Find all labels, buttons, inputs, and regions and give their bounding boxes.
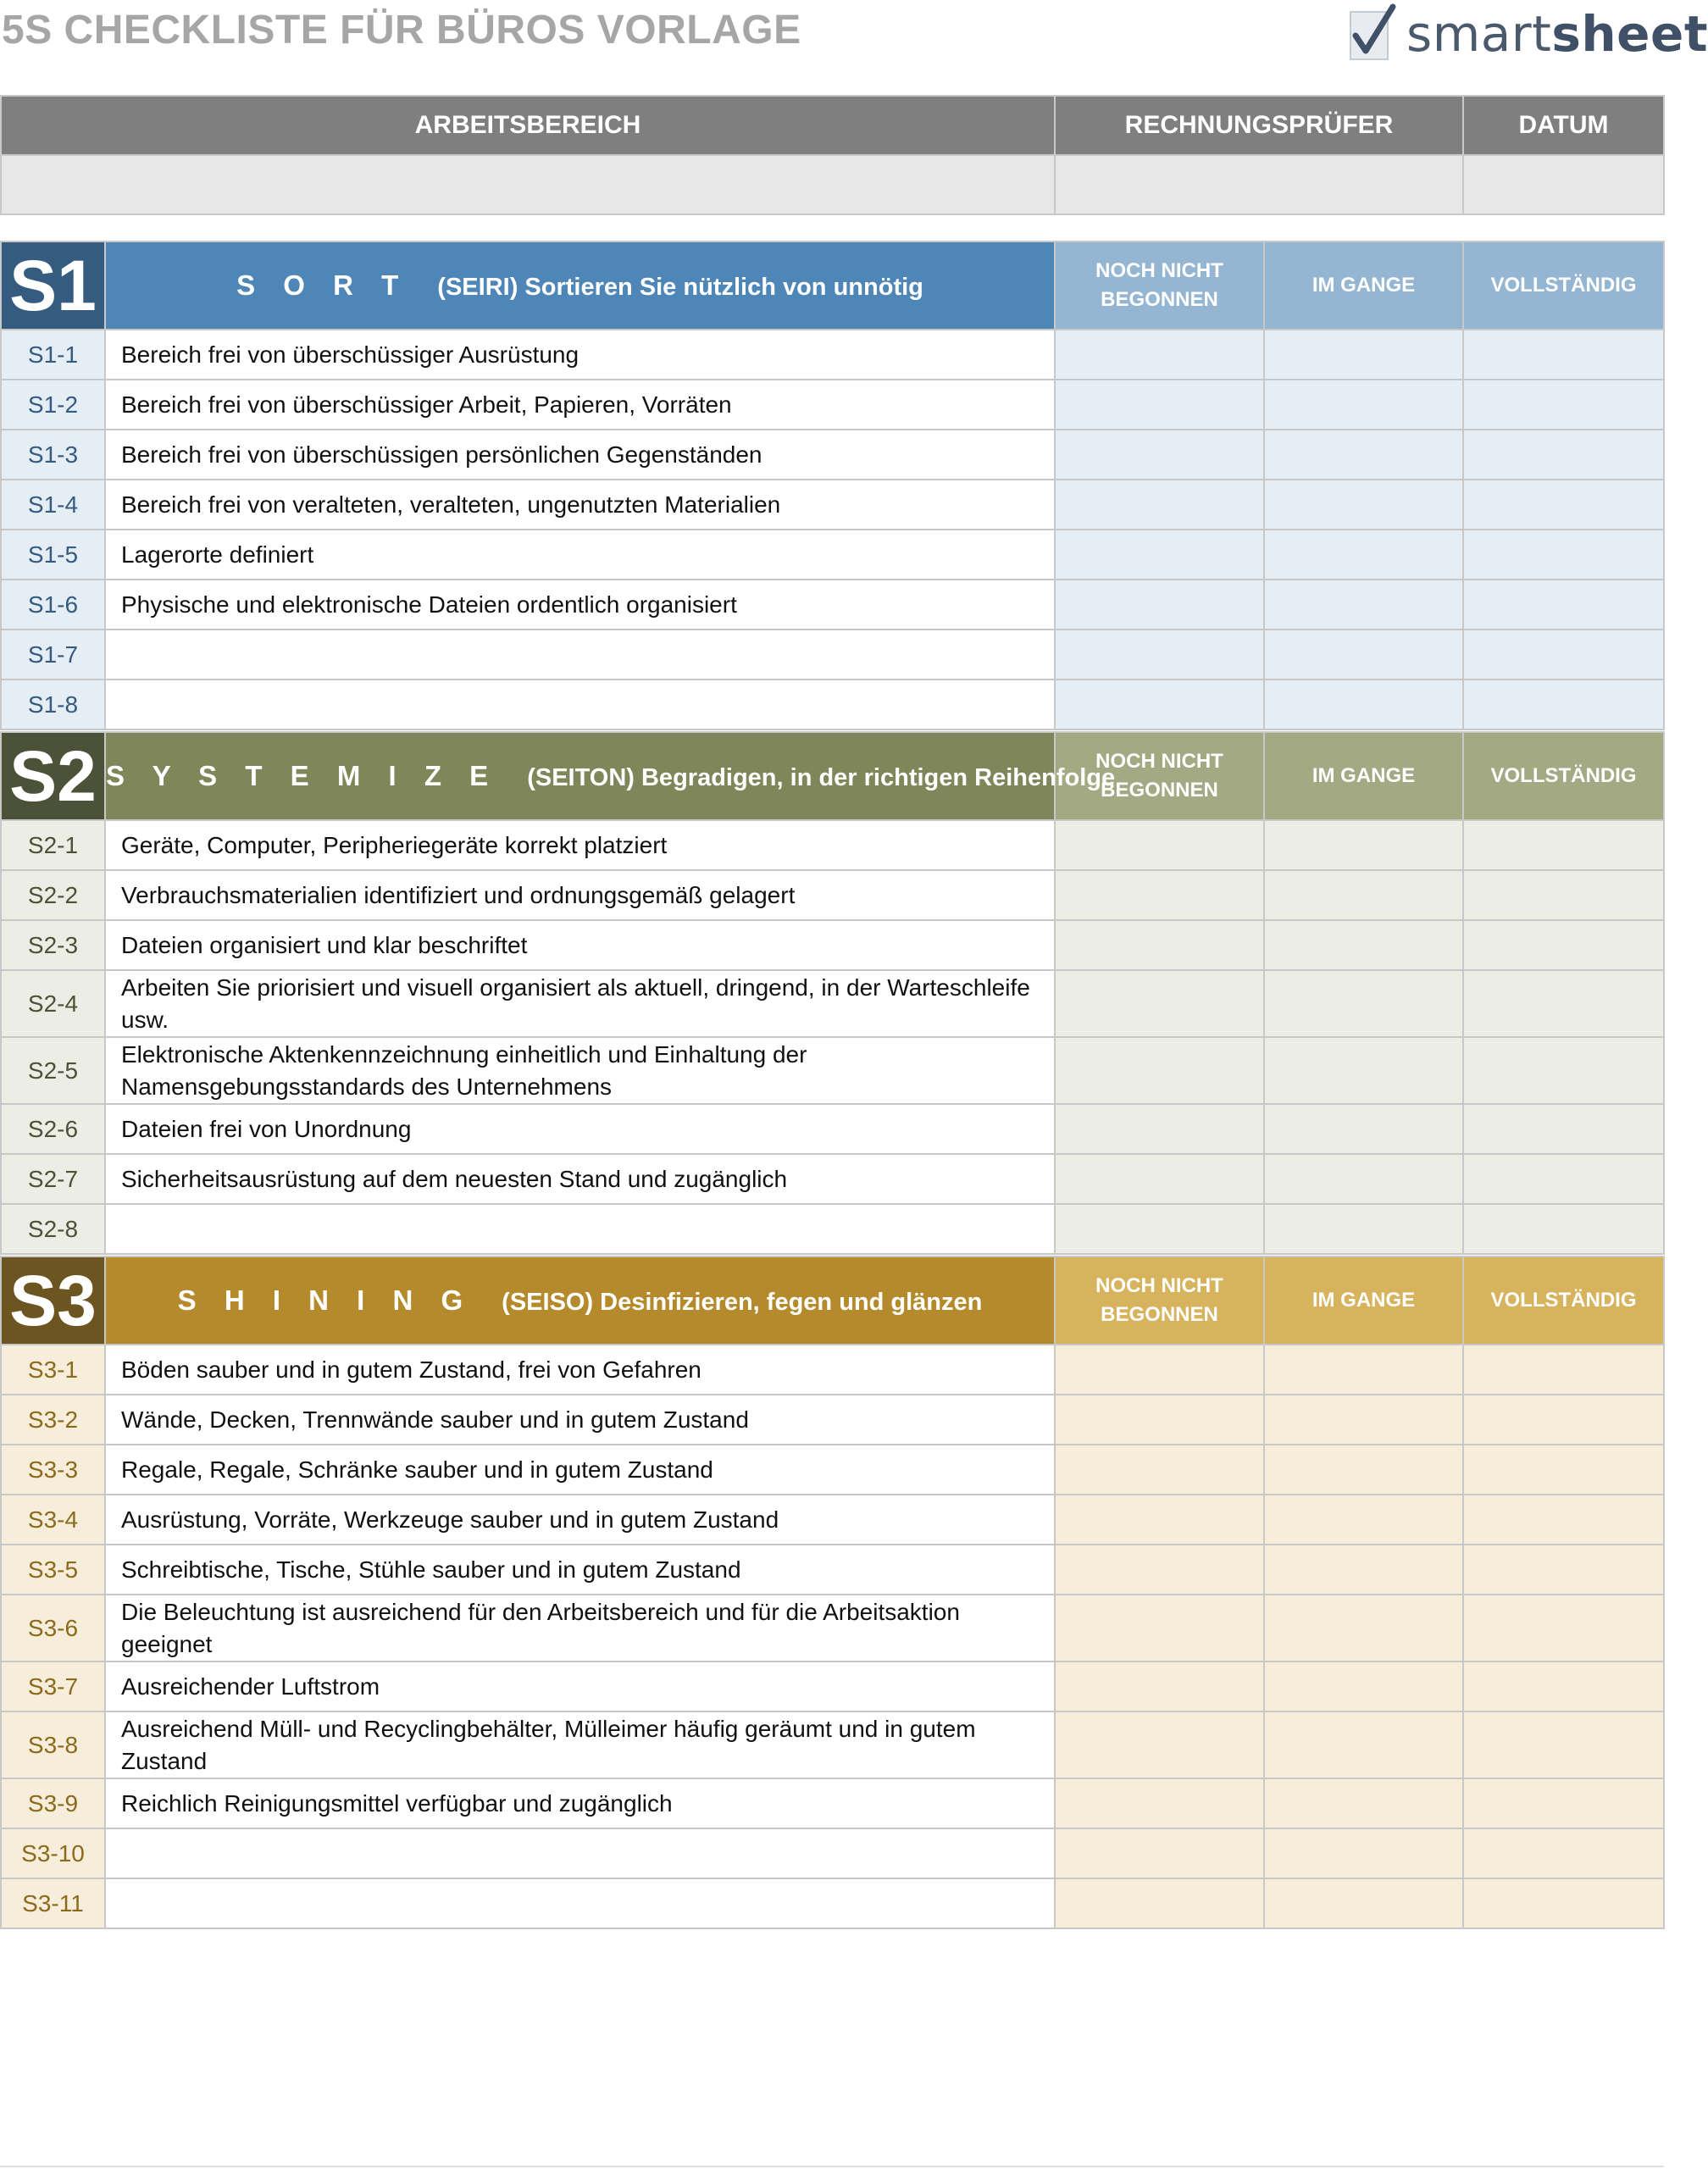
- item-text[interactable]: [105, 1204, 1055, 1254]
- complete-cell[interactable]: [1463, 870, 1664, 920]
- item-id: S3-7: [1, 1661, 105, 1711]
- section-badge: S2: [1, 732, 105, 820]
- complete-cell[interactable]: [1463, 1445, 1664, 1495]
- not-started-cell[interactable]: [1055, 1395, 1264, 1445]
- complete-cell[interactable]: [1463, 1395, 1664, 1445]
- in-progress-cell[interactable]: [1264, 380, 1463, 430]
- checklist-row: [1, 1495, 1664, 1545]
- item-text[interactable]: Bereich frei von überschüssigen persönlichen Gegenständen: [105, 430, 1055, 480]
- complete-cell[interactable]: [1463, 430, 1664, 480]
- in-progress-cell[interactable]: [1264, 1395, 1463, 1445]
- item-text[interactable]: Sicherheitsausrüstung auf dem neuesten Stand und zugänglich: [105, 1154, 1055, 1204]
- checklist-row: [1, 680, 1664, 729]
- item-id: S2-5: [1, 1037, 105, 1104]
- item-text[interactable]: [105, 1878, 1055, 1928]
- complete-cell[interactable]: [1463, 1345, 1664, 1395]
- complete-cell[interactable]: [1463, 1545, 1664, 1595]
- section-s3-table: [0, 1256, 1665, 1929]
- item-text[interactable]: Physische und elektronische Dateien ordentlich organisiert: [105, 580, 1055, 630]
- status-in-progress-header: IM GANGE: [1264, 241, 1463, 330]
- item-id: S1-3: [1, 430, 105, 480]
- item-text[interactable]: Verbrauchsmaterialien identifiziert und ordnungsgemäß gelagert: [105, 870, 1055, 920]
- item-text[interactable]: Lagerorte definiert: [105, 530, 1055, 580]
- section-subtitle: (SEIRI) Sortieren Sie nützlich von unnötig: [437, 274, 923, 301]
- checklist-row: [1, 1545, 1664, 1595]
- section-title: [105, 732, 1116, 820]
- item-text[interactable]: Ausreichend Müll- und Recyclingbehälter, Mülleimer häufig geräumt und in gutem Zustand: [105, 1711, 1055, 1778]
- checklist-row: [1, 630, 1664, 680]
- section-word: S Y S T E M I Z E: [106, 760, 499, 791]
- complete-cell[interactable]: [1463, 380, 1664, 430]
- not-started-cell[interactable]: [1055, 870, 1264, 920]
- item-id: S1-2: [1, 380, 105, 430]
- in-progress-cell[interactable]: [1264, 1878, 1463, 1928]
- not-started-cell[interactable]: [1055, 1104, 1264, 1154]
- not-started-cell[interactable]: [1055, 1154, 1264, 1204]
- in-progress-cell[interactable]: [1264, 920, 1463, 970]
- work-area-header: ARBEITSBEREICH: [1, 96, 1055, 155]
- complete-cell[interactable]: [1463, 1711, 1664, 1778]
- logo-wordmark: smartsheet: [1406, 5, 1708, 63]
- item-id: S2-4: [1, 970, 105, 1037]
- item-text[interactable]: Die Beleuchtung ist ausreichend für den Arbeitsbereich und für die Arbeitsaktion geeignet: [105, 1595, 1055, 1661]
- section-s1-table: [0, 241, 1665, 730]
- complete-cell[interactable]: [1463, 1661, 1664, 1711]
- item-id: S2-8: [1, 1204, 105, 1254]
- checklist-row: [1, 380, 1664, 430]
- checklist-row: [1, 870, 1664, 920]
- checklist-row: [1, 1395, 1664, 1445]
- item-text[interactable]: Dateien organisiert und klar beschriftet: [105, 920, 1055, 970]
- checkmark-logo-icon: [1347, 3, 1398, 64]
- checklist-row: [1, 1828, 1664, 1878]
- item-text[interactable]: Ausreichender Luftstrom: [105, 1661, 1055, 1711]
- item-text[interactable]: Ausrüstung, Vorräte, Werkzeuge sauber und in gutem Zustand: [105, 1495, 1055, 1545]
- status-in-progress-header: IM GANGE: [1264, 732, 1463, 820]
- checklist-row: [1, 1445, 1664, 1495]
- checklist-row: [1, 530, 1664, 580]
- not-started-cell[interactable]: [1055, 380, 1264, 430]
- not-started-cell[interactable]: [1055, 330, 1264, 380]
- checklist-row: [1, 1778, 1664, 1828]
- in-progress-cell[interactable]: [1264, 1778, 1463, 1828]
- in-progress-cell[interactable]: [1264, 1445, 1463, 1495]
- in-progress-cell[interactable]: [1264, 1037, 1463, 1104]
- status-not-started-header: NOCH NICHT BEGONNEN: [1055, 1256, 1264, 1345]
- item-id: S1-4: [1, 480, 105, 530]
- in-progress-cell[interactable]: [1264, 480, 1463, 530]
- complete-cell[interactable]: [1463, 1204, 1664, 1254]
- section-badge: S1: [1, 241, 105, 330]
- smartsheet-logo: [1347, 0, 1708, 68]
- item-text[interactable]: Böden sauber und in gutem Zustand, frei von Gefahren: [105, 1345, 1055, 1395]
- not-started-cell[interactable]: [1055, 1595, 1264, 1661]
- in-progress-cell[interactable]: [1264, 680, 1463, 729]
- not-started-cell[interactable]: [1055, 630, 1264, 680]
- checklist-row: [1, 1711, 1664, 1778]
- in-progress-cell[interactable]: [1264, 1104, 1463, 1154]
- not-started-cell[interactable]: [1055, 580, 1264, 630]
- section-s2-table: [0, 731, 1665, 1255]
- item-id: S3-1: [1, 1345, 105, 1395]
- item-text[interactable]: [105, 630, 1055, 680]
- not-started-cell[interactable]: [1055, 1345, 1264, 1395]
- complete-cell[interactable]: [1463, 480, 1664, 530]
- complete-cell[interactable]: [1463, 1878, 1664, 1928]
- complete-cell[interactable]: [1463, 330, 1664, 380]
- item-id: S2-6: [1, 1104, 105, 1154]
- status-not-started-header: NOCH NICHT BEGONNEN: [1055, 241, 1264, 330]
- status-in-progress-header: IM GANGE: [1264, 1256, 1463, 1345]
- complete-cell[interactable]: [1463, 1778, 1664, 1828]
- item-id: S3-3: [1, 1445, 105, 1495]
- item-text[interactable]: Dateien frei von Unordnung: [105, 1104, 1055, 1154]
- in-progress-cell[interactable]: [1264, 580, 1463, 630]
- item-id: S3-10: [1, 1828, 105, 1878]
- item-id: S3-9: [1, 1778, 105, 1828]
- item-id: S3-8: [1, 1711, 105, 1778]
- not-started-cell[interactable]: [1055, 1495, 1264, 1545]
- item-text[interactable]: Bereich frei von überschüssiger Ausrüstung: [105, 330, 1055, 380]
- not-started-cell[interactable]: [1055, 1778, 1264, 1828]
- item-id: S1-6: [1, 580, 105, 630]
- complete-cell[interactable]: [1463, 1154, 1664, 1204]
- status-complete-header: VOLLSTÄNDIG: [1463, 1256, 1664, 1345]
- not-started-cell[interactable]: [1055, 970, 1264, 1037]
- item-text[interactable]: Regale, Regale, Schränke sauber und in gutem Zustand: [105, 1445, 1055, 1495]
- complete-cell[interactable]: [1463, 630, 1664, 680]
- complete-cell[interactable]: [1463, 920, 1664, 970]
- item-text[interactable]: Schreibtische, Tische, Stühle sauber und in gutem Zustand: [105, 1545, 1055, 1595]
- section-subtitle: (SEISO) Desinfizieren, fegen und glänzen: [502, 1289, 983, 1316]
- section-badge: S3: [1, 1256, 105, 1345]
- complete-cell[interactable]: [1463, 1495, 1664, 1545]
- checklist-row: [1, 580, 1664, 630]
- not-started-cell[interactable]: [1055, 1445, 1264, 1495]
- checklist-row: [1, 920, 1664, 970]
- not-started-cell[interactable]: [1055, 1661, 1264, 1711]
- in-progress-cell[interactable]: [1264, 1204, 1463, 1254]
- item-id: S3-11: [1, 1878, 105, 1928]
- item-text[interactable]: Geräte, Computer, Peripheriegeräte korrekt platziert: [105, 820, 1055, 870]
- item-id: S1-8: [1, 680, 105, 729]
- work-area-input[interactable]: [1, 155, 1055, 214]
- checklist-row: [1, 820, 1664, 870]
- in-progress-cell[interactable]: [1264, 1595, 1463, 1661]
- not-started-cell[interactable]: [1055, 430, 1264, 480]
- not-started-cell[interactable]: [1055, 920, 1264, 970]
- checklist-row: [1, 1595, 1664, 1661]
- item-id: S2-2: [1, 870, 105, 920]
- section-title: [105, 1256, 1055, 1345]
- not-started-cell[interactable]: [1055, 1711, 1264, 1778]
- complete-cell[interactable]: [1463, 530, 1664, 580]
- item-text[interactable]: Wände, Decken, Trennwände sauber und in gutem Zustand: [105, 1395, 1055, 1445]
- complete-cell[interactable]: [1463, 1828, 1664, 1878]
- not-started-cell[interactable]: [1055, 1878, 1264, 1928]
- in-progress-cell[interactable]: [1264, 1345, 1463, 1395]
- in-progress-cell[interactable]: [1264, 1154, 1463, 1204]
- item-id: S3-2: [1, 1395, 105, 1445]
- checklist-row: [1, 480, 1664, 530]
- checklist-row: [1, 1037, 1664, 1104]
- item-text[interactable]: Elektronische Aktenkennzeichnung einheitlich und Einhaltung der Namensgebungsstandards des Unternehmens: [105, 1037, 1055, 1104]
- section-word: S O R T: [236, 269, 409, 301]
- not-started-cell[interactable]: [1055, 530, 1264, 580]
- not-started-cell[interactable]: [1055, 1828, 1264, 1878]
- status-complete-header: VOLLSTÄNDIG: [1463, 732, 1664, 820]
- item-text[interactable]: [105, 1828, 1055, 1878]
- checklist-row: [1, 1878, 1664, 1928]
- in-progress-cell[interactable]: [1264, 1828, 1463, 1878]
- item-id: S2-7: [1, 1154, 105, 1204]
- item-id: S1-5: [1, 530, 105, 580]
- not-started-cell[interactable]: [1055, 1545, 1264, 1595]
- item-text[interactable]: Bereich frei von überschüssiger Arbeit, Papieren, Vorräten: [105, 380, 1055, 430]
- date-input[interactable]: [1463, 155, 1664, 214]
- item-text[interactable]: Arbeiten Sie priorisiert und visuell organisiert als aktuell, dringend, in der Warteschleife usw.: [105, 970, 1055, 1037]
- item-id: S1-7: [1, 630, 105, 680]
- item-text[interactable]: Bereich frei von veralteten, veralteten, ungenutzten Materialien: [105, 480, 1055, 530]
- in-progress-cell[interactable]: [1264, 630, 1463, 680]
- not-started-cell[interactable]: [1055, 680, 1264, 729]
- checklist-row: [1, 1204, 1664, 1254]
- checklist-row: [1, 430, 1664, 480]
- item-text[interactable]: Reichlich Reinigungsmittel verfügbar und zugänglich: [105, 1778, 1055, 1828]
- in-progress-cell[interactable]: [1264, 870, 1463, 920]
- section-title: [105, 241, 1055, 330]
- auditor-input[interactable]: [1055, 155, 1463, 214]
- in-progress-cell[interactable]: [1264, 1495, 1463, 1545]
- header-table: [0, 95, 1665, 215]
- in-progress-cell[interactable]: [1264, 330, 1463, 380]
- in-progress-cell[interactable]: [1264, 970, 1463, 1037]
- in-progress-cell[interactable]: [1264, 530, 1463, 580]
- section-subtitle: (SEITON) Begradigen, in der richtigen Reihenfolge: [527, 764, 1116, 791]
- footer-divider: [0, 2166, 1664, 2167]
- checklist-row: [1, 970, 1664, 1037]
- complete-cell[interactable]: [1463, 580, 1664, 630]
- date-header: DATUM: [1463, 96, 1664, 155]
- page-title: 5S CHECKLISTE FÜR BÜROS VORLAGE: [2, 8, 801, 53]
- in-progress-cell[interactable]: [1264, 1711, 1463, 1778]
- item-id: S2-3: [1, 920, 105, 970]
- in-progress-cell[interactable]: [1264, 1545, 1463, 1595]
- status-complete-header: VOLLSTÄNDIG: [1463, 241, 1664, 330]
- item-id: S3-4: [1, 1495, 105, 1545]
- in-progress-cell[interactable]: [1264, 1661, 1463, 1711]
- not-started-cell[interactable]: [1055, 1204, 1264, 1254]
- item-id: S2-1: [1, 820, 105, 870]
- auditor-header: RECHNUNGSPRÜFER: [1055, 96, 1463, 155]
- complete-cell[interactable]: [1463, 1037, 1664, 1104]
- not-started-cell[interactable]: [1055, 480, 1264, 530]
- in-progress-cell[interactable]: [1264, 820, 1463, 870]
- item-id: S3-6: [1, 1595, 105, 1661]
- checklist-row: [1, 1661, 1664, 1711]
- checklist-row: [1, 330, 1664, 380]
- checklist-row: [1, 1345, 1664, 1395]
- not-started-cell[interactable]: [1055, 1037, 1264, 1104]
- in-progress-cell[interactable]: [1264, 430, 1463, 480]
- not-started-cell[interactable]: [1055, 820, 1264, 870]
- complete-cell[interactable]: [1463, 680, 1664, 729]
- complete-cell[interactable]: [1463, 1595, 1664, 1661]
- complete-cell[interactable]: [1463, 970, 1664, 1037]
- complete-cell[interactable]: [1463, 1104, 1664, 1154]
- complete-cell[interactable]: [1463, 820, 1664, 870]
- status-not-started-header: NOCH NICHT BEGONNEN: [1055, 732, 1264, 820]
- item-id: S3-5: [1, 1545, 105, 1595]
- checklist-row: [1, 1104, 1664, 1154]
- checklist-row: [1, 1154, 1664, 1204]
- item-text[interactable]: [105, 680, 1055, 729]
- section-word: S H I N I N G: [177, 1284, 474, 1316]
- item-id: S1-1: [1, 330, 105, 380]
